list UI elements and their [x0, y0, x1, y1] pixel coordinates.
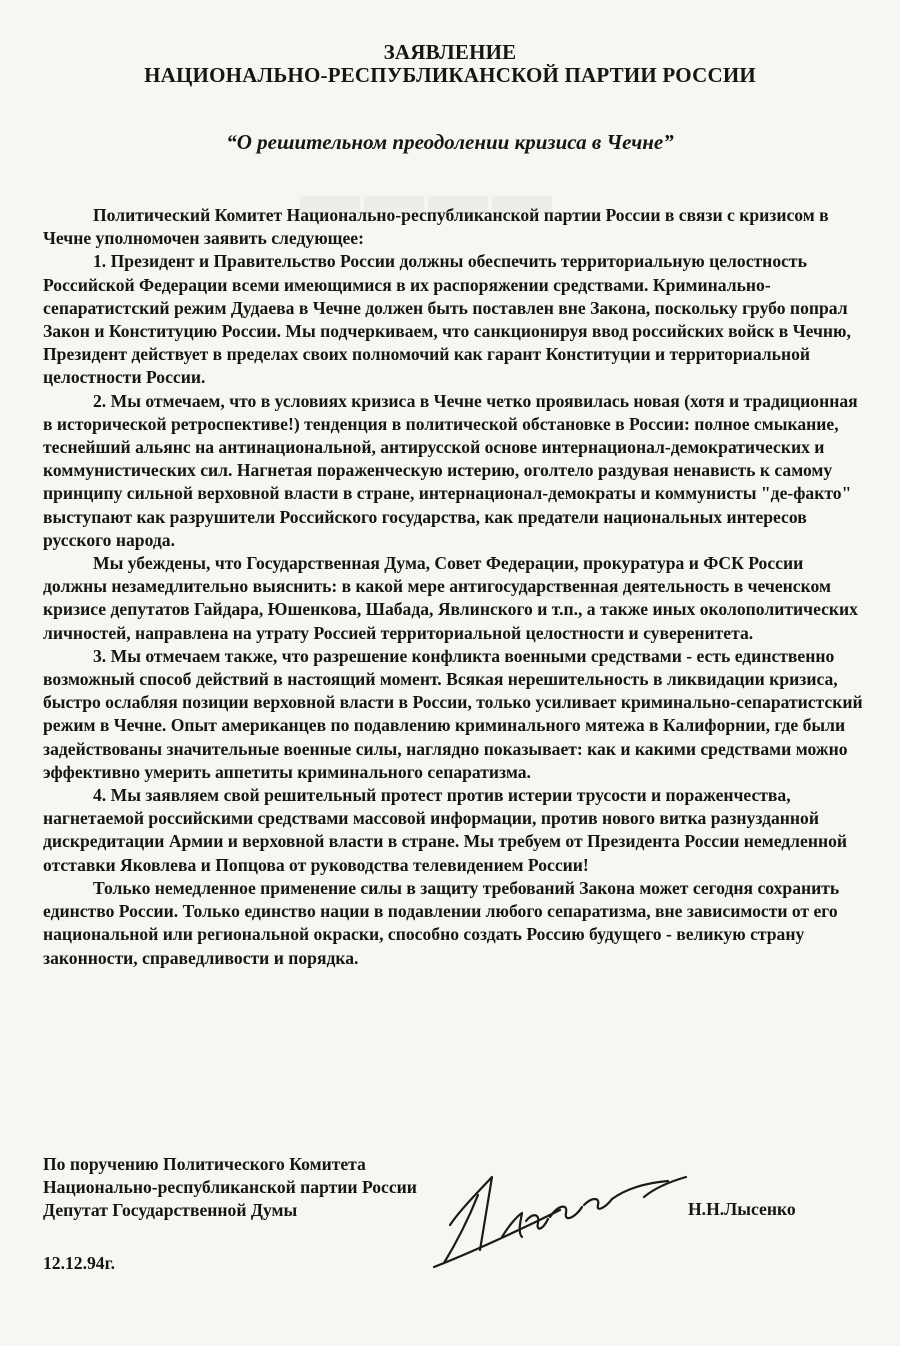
signature-line-1: По поручению Политического Комитета — [43, 1154, 366, 1174]
party-name: НАЦИОНАЛЬНО-РЕСПУБЛИКАНСКОЙ ПАРТИИ РОССИИ — [144, 63, 756, 87]
document-title: ЗАЯВЛЕНИЕ — [383, 40, 517, 64]
statement-subtitle: “О решительном преодолении кризиса в Чечне” — [226, 130, 674, 154]
point-2-paragraph: 2. Мы отмечаем, что в условиях кризиса в Чечне четко проявилась новая (хотя и традиционная в исторической ретроспективе!) тенденция в политической обстановке в России: полное смыкание, теснейший альянс на антинациональной, антирусской основе интернационал-демократических и коммунистических сил. Нагнетая пораженческую истерию, оголтело раздувая ненависть к самому принципу сильной верховной власти в стране, интернационал-демократы и коммунисты "де-факто" выступают как разрушители Российского государства, как предатели национальных интересов русского народа. — [43, 390, 858, 550]
signature-line-2: Национально-республиканской партии России — [43, 1177, 417, 1197]
point-1-paragraph: 1. Президент и Правительство России должны обеспечить территориальную целостность Российской Федерации всеми имеющимися в их распоряжении средствами. Криминально-сепаратистский режим Дудаева в Чечне должен быть поставлен вне Закона, поскольку грубо попрал Закон и Конституцию России. Мы подчеркиваем, что санкционируя ввод российских войск в Чечню, Президент действует в пределах своих полномочий как гарант Конституции и территориальной целостности России. — [43, 251, 851, 388]
conviction-paragraph: Мы убеждены, что Государственная Дума, Совет Федерации, прокуратура и ФСК России должны незамедлительно выяснить: в какой мере антигосударственная деятельность в чеченском кризисе депутатов Гайдара, Юшенкова, Шабада, Явлинского и т.п., а также иных околополитических личностей, направлена на утрату Россией территориальной целостности и суверенитета. — [43, 553, 858, 643]
statement-body — [43, 204, 863, 970]
point-3-paragraph: 3. Мы отмечаем также, что разрешение конфликта военными средствами - есть единственно возможный способ действий в настоящий момент. Всякая нерешительность в ликвидации кризиса, быстро ослабляя позиции верховной власти в России, только усиливает криминально-сепаратистский режим в Чечне. Опыт американцев по подавлению криминального мятежа в Калифорнии, где были задействованы значительные военные силы, наглядно показывает: как и какими средствами можно эффективно умерить аппетиты криминального сепаратизма. — [43, 645, 863, 782]
handwritten-signature — [430, 1155, 690, 1275]
document-date: 12.12.94г. — [43, 1253, 115, 1273]
signatory-name: Н.Н.Лысенко — [688, 1199, 796, 1219]
closing-paragraph: Только немедленное применение силы в защиту требований Закона может сегодня сохранить единство России. Только единство нации в подавлении любого сепаратизма, вне зависимости от его национальной или региональной окраски, способно создать Россию будущего - великую страну законности, справедливости и порядка. — [43, 877, 840, 968]
point-4-paragraph: 4. Мы заявляем свой решительный протест против истерии трусости и пораженчества, нагнетаемой российскими средствами массовой информации, против нового витка разнузданной дискредитации Армии и верховной власти в стране. Мы требуем от Президента России немедленной отставки Яковлева и Попцова от руководства телевидением России! — [43, 785, 848, 875]
signature-line-3: Депутат Государственной Думы — [43, 1200, 298, 1220]
intro-paragraph: Политический Комитет Национально-республиканской партии России в связи с кризисом в Чечне уполномочен заявить следующее: — [43, 205, 829, 249]
